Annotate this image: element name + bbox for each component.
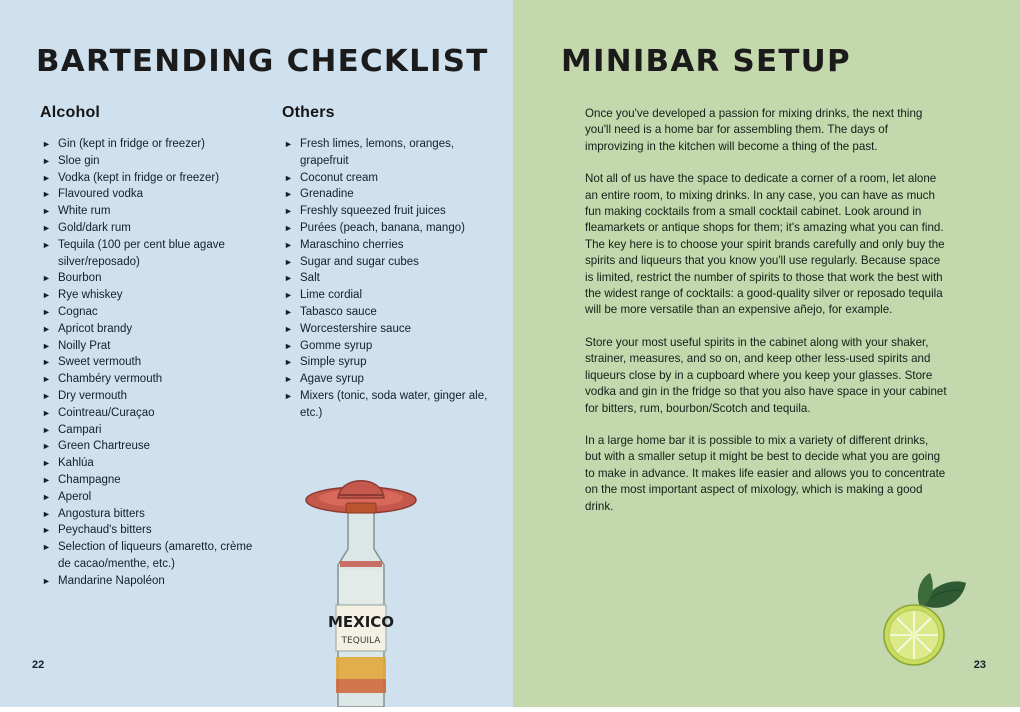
triangle-bullet-icon: ►	[42, 155, 51, 166]
lime-illustration	[870, 569, 974, 673]
list-item	[36, 237, 254, 271]
list-item-label: Mixers (tonic, soda water, ginger ale, etc.)	[300, 389, 488, 419]
list-item	[36, 321, 254, 338]
list-item	[36, 388, 254, 405]
list-item	[36, 338, 254, 355]
list-item	[36, 304, 254, 321]
triangle-bullet-icon: ►	[42, 239, 51, 250]
list-item-label: Dry vermouth	[58, 389, 128, 402]
list-item	[36, 506, 254, 523]
list-item	[36, 455, 254, 472]
list-item-label: Lime cordial	[300, 289, 362, 302]
list-item	[36, 287, 254, 304]
page-number-left: 22	[32, 659, 45, 671]
list-item	[36, 203, 254, 220]
list-item-label: Grenadine	[300, 188, 354, 201]
list-item-label: Noilly Prat	[58, 339, 111, 352]
list-item-label: Tabasco sauce	[300, 305, 377, 318]
list-item	[36, 136, 254, 153]
triangle-bullet-icon: ►	[284, 273, 293, 284]
triangle-bullet-icon: ►	[284, 189, 293, 200]
list-item-label: Peychaud's bitters	[58, 524, 152, 537]
svg-text:MEXICO: MEXICO	[327, 613, 395, 631]
list-item	[278, 237, 496, 254]
list-item	[36, 539, 254, 573]
triangle-bullet-icon: ►	[42, 441, 51, 452]
triangle-bullet-icon: ►	[284, 222, 293, 233]
right-page	[513, 0, 1020, 707]
triangle-bullet-icon: ►	[42, 273, 51, 284]
list-item-label: Freshly squeezed fruit juices	[300, 205, 446, 218]
list-item	[278, 354, 496, 371]
triangle-bullet-icon: ►	[42, 525, 51, 536]
triangle-bullet-icon: ►	[42, 575, 51, 586]
list-item	[36, 354, 254, 371]
list-item	[278, 186, 496, 203]
triangle-bullet-icon: ►	[42, 374, 51, 385]
triangle-bullet-icon: ►	[284, 323, 293, 334]
paragraph: Store your most useful spirits in the cabinet along with your shaker, strainer, measures, and so on, and keep other less-used spirits and liqueurs close by in a cupboard where you keep your glasses. Store vodka and gin in the fridge so that you also have space in your cabinet for bitters, rum, bourbon/Scotch and tequila.	[585, 335, 947, 415]
triangle-bullet-icon: ►	[42, 206, 51, 217]
triangle-bullet-icon: ►	[42, 542, 51, 553]
list-item	[36, 438, 254, 455]
triangle-bullet-icon: ►	[42, 508, 51, 519]
list-item-label: Fresh limes, lemons, oranges, grapefruit	[300, 138, 455, 167]
list-item	[278, 254, 496, 271]
list-item	[278, 304, 496, 321]
triangle-bullet-icon: ►	[42, 189, 51, 200]
triangle-bullet-icon: ►	[284, 340, 293, 351]
list-item-label: Champagne	[58, 473, 121, 486]
list-item	[278, 203, 496, 220]
list-item-label: Mandarine Napoléon	[58, 574, 165, 587]
list-item	[36, 170, 254, 187]
list-item-label: Sloe gin	[58, 154, 100, 167]
triangle-bullet-icon: ►	[42, 290, 51, 301]
list-item	[36, 186, 254, 203]
list-item	[278, 170, 496, 187]
triangle-bullet-icon: ►	[284, 390, 293, 401]
list-item	[36, 573, 254, 590]
triangle-bullet-icon: ►	[42, 306, 51, 317]
column-alcohol	[36, 104, 254, 590]
list-item-label: Green Chartreuse	[58, 440, 151, 453]
list-item	[278, 220, 496, 237]
list-item	[36, 270, 254, 287]
list-item-label: Aperol	[58, 490, 92, 503]
list-item	[278, 136, 496, 170]
paragraph: In a large home bar it is possible to mix a variety of different drinks, but with a smaller setup it might be best to decide what you are going to make in advance. It makes life easier and allows you to concentrate on the most important aspect of mixology, which is making a good drink.	[585, 433, 946, 513]
list-item	[278, 321, 496, 338]
list-item-label: Simple syrup	[300, 356, 367, 369]
triangle-bullet-icon: ►	[284, 374, 293, 385]
list-item-label: Worcestershire sauce	[300, 322, 411, 335]
checklist-others	[278, 136, 496, 422]
list-item-label: Selection of liqueurs (amaretto, crème de cacao/menthe, etc.)	[58, 541, 253, 570]
list-item-label: Gold/dark rum	[58, 221, 131, 234]
list-item-label: Maraschino cherries	[300, 238, 404, 251]
triangle-bullet-icon: ►	[284, 172, 293, 183]
column-heading-others: Others	[282, 104, 335, 121]
list-item-label: Sugar and sugar cubes	[300, 255, 419, 268]
list-item	[36, 522, 254, 539]
list-item-label: Chambéry vermouth	[58, 373, 163, 386]
triangle-bullet-icon: ►	[42, 357, 51, 368]
triangle-bullet-icon: ►	[42, 474, 51, 485]
triangle-bullet-icon: ►	[284, 290, 293, 301]
list-item	[278, 270, 496, 287]
svg-text:TEQUILA: TEQUILA	[341, 636, 381, 646]
list-item	[36, 371, 254, 388]
tequila-bottle-illustration	[266, 457, 456, 707]
list-item	[36, 422, 254, 439]
list-item-label: Agave syrup	[300, 373, 364, 386]
list-item-label: Kahlúa	[58, 457, 94, 470]
triangle-bullet-icon: ►	[42, 424, 51, 435]
list-item-label: Campari	[58, 423, 102, 436]
triangle-bullet-icon: ►	[42, 172, 51, 183]
page-title-right: MINIBAR SETUP	[561, 44, 851, 79]
list-item	[36, 472, 254, 489]
list-item-label: Coconut cream	[300, 171, 378, 184]
list-item	[36, 405, 254, 422]
triangle-bullet-icon: ►	[284, 206, 293, 217]
list-item-label: Tequila (100 per cent blue agave silver/reposado)	[58, 238, 225, 268]
list-item-label: Angostura bitters	[58, 507, 145, 520]
list-item	[278, 287, 496, 304]
paragraph: Once you've developed a passion for mixing drinks, the next thing you'll need is a home bar for assembling them. The days of improvizing in the kitchen will become a thing of the past.	[585, 107, 923, 153]
list-item-label: Cointreau/Curaçao	[58, 406, 155, 419]
list-item-label: White rum	[58, 205, 111, 218]
triangle-bullet-icon: ►	[284, 256, 293, 267]
list-item-label: Gin (kept in fridge or freezer)	[58, 138, 206, 150]
triangle-bullet-icon: ►	[42, 390, 51, 401]
triangle-bullet-icon: ►	[284, 357, 293, 368]
list-item-label: Vodka (kept in fridge or freezer)	[58, 171, 220, 184]
triangle-bullet-icon: ►	[42, 340, 51, 351]
list-item	[278, 371, 496, 388]
column-heading-alcohol: Alcohol	[40, 104, 101, 121]
list-item	[36, 153, 254, 170]
list-item	[278, 388, 496, 422]
list-item-label: Bourbon	[58, 272, 102, 285]
body-copy	[585, 106, 947, 531]
list-item	[36, 220, 254, 237]
list-item	[278, 338, 496, 355]
triangle-bullet-icon: ►	[42, 139, 51, 149]
triangle-bullet-icon: ►	[42, 222, 51, 233]
triangle-bullet-icon: ►	[42, 407, 51, 418]
paragraph: Not all of us have the space to dedicate a corner of a room, let alone an entire room, to mixing drinks. In any case, you can have as much fun making cocktails from a small cocktail cabinet. Look around in fleamarkets or antique shops for them; it's amazing what you can find. The key here is to choose your spirit brands carefully and only buy the spirits and liqueurs that you know you'll use regularly. Because space is limited, restrict the number of spirits to those that work the best with the widest range of cocktails: a good-quality silver or reposado tequila will be more versatile than an expensive añejo, for example.	[585, 172, 945, 317]
checklist-alcohol	[36, 136, 254, 590]
list-item-label: Purées (peach, banana, mango)	[300, 221, 465, 234]
list-item-label: Rye whiskey	[58, 289, 123, 302]
list-item	[36, 489, 254, 506]
triangle-bullet-icon: ►	[284, 239, 293, 250]
list-item-label: Cognac	[58, 305, 98, 318]
page-number-right: 23	[973, 659, 986, 671]
triangle-bullet-icon: ►	[42, 458, 51, 469]
triangle-bullet-icon: ►	[42, 323, 51, 334]
triangle-bullet-icon: ►	[42, 491, 51, 502]
list-item-label: Flavoured vodka	[58, 188, 144, 201]
left-page	[0, 0, 513, 707]
triangle-bullet-icon: ►	[284, 139, 293, 149]
triangle-bullet-icon: ►	[284, 306, 293, 317]
list-item-label: Sweet vermouth	[58, 356, 142, 369]
list-item-label: Apricot brandy	[58, 322, 133, 335]
list-item-label: Salt	[300, 272, 320, 285]
list-item-label: Gomme syrup	[300, 339, 373, 352]
page-title-left: BARTENDING CHECKLIST	[36, 44, 489, 79]
